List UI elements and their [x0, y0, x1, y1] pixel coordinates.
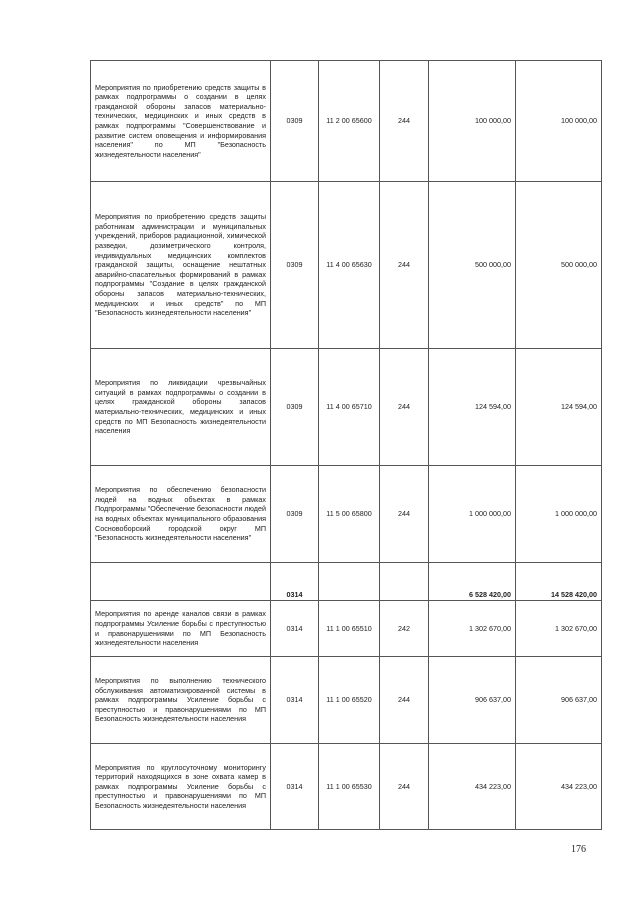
row-section-code: 0309 [271, 182, 319, 349]
row-amount-1: 500 000,00 [429, 182, 516, 349]
row-amount-2: 124 594,00 [516, 349, 602, 466]
row-amount-2: 906 637,00 [516, 657, 602, 744]
row-amount-1: 906 637,00 [429, 657, 516, 744]
row-description: Мероприятия по приобретению средств защиты в рамках подпрограммы о создании в целях гражданской обороны запасов материально-технических, медицинских и иных средств в рамках подпрограммы "Совершенствование и развитие систем оповещения и информирования населения" по МП "Безопасность жизнедеятельности населения" [91, 61, 271, 182]
row-expense-type [380, 563, 429, 601]
row-amount-1: 6 528 420,00 [429, 563, 516, 601]
page-number: 176 [571, 844, 586, 855]
row-amount-2: 1 302 670,00 [516, 601, 602, 657]
row-expense-type: 244 [380, 657, 429, 744]
row-section-code: 0314 [271, 744, 319, 830]
row-target-code: 11 1 00 65510 [319, 601, 380, 657]
budget-table [90, 60, 602, 830]
row-target-code: 11 1 00 65530 [319, 744, 380, 830]
row-section-code: 0309 [271, 349, 319, 466]
table-row [91, 657, 602, 744]
row-expense-type: 244 [380, 466, 429, 563]
row-section-code: 0309 [271, 61, 319, 182]
row-amount-2: 14 528 420,00 [516, 563, 602, 601]
row-amount-1: 100 000,00 [429, 61, 516, 182]
row-target-code: 11 4 00 65630 [319, 182, 380, 349]
row-expense-type: 244 [380, 182, 429, 349]
row-section-code: 0309 [271, 466, 319, 563]
row-target-code: 11 1 00 65520 [319, 657, 380, 744]
table-row [91, 61, 602, 182]
row-expense-type: 244 [380, 61, 429, 182]
row-amount-1: 434 223,00 [429, 744, 516, 830]
row-description: Мероприятия по ликвидации чрезвычайных ситуаций в рамках подпрограммы о создании в целях гражданской обороны запасов материально-технических, медицинских и иных средств по МП Безопасность жизнедеятельности населения [91, 349, 271, 466]
table-row [91, 744, 602, 830]
row-expense-type: 244 [380, 349, 429, 466]
row-amount-2: 434 223,00 [516, 744, 602, 830]
row-amount-1: 1 302 670,00 [429, 601, 516, 657]
row-amount-2: 1 000 000,00 [516, 466, 602, 563]
row-section-code: 0314 [271, 563, 319, 601]
table-row [91, 182, 602, 349]
row-target-code: 11 5 00 65800 [319, 466, 380, 563]
row-description: Мероприятия по выполнению технического обслуживания автоматизированной системы в рамках подпрограммы Усиление борьбы с преступностью и правонарушениями по МП Безопасность жизнедеятельности населения [91, 657, 271, 744]
row-target-code [319, 563, 380, 601]
row-description: Мероприятия по аренде каналов связи в рамках подпрограммы Усиление борьбы с преступностью и правонарушениями по МП Безопасность жизнедеятельности населения [91, 601, 271, 657]
subtotal-row [91, 563, 602, 601]
row-section-code: 0314 [271, 601, 319, 657]
row-expense-type: 242 [380, 601, 429, 657]
row-description: Мероприятия по круглосуточному мониторингу территорий находящихся в зоне охвата камер в рамках подпрограммы Усиление борьбы с преступностью и правонарушениями по МП Безопасность жизнедеятельности населения [91, 744, 271, 830]
row-amount-2: 100 000,00 [516, 61, 602, 182]
row-expense-type: 244 [380, 744, 429, 830]
row-section-code: 0314 [271, 657, 319, 744]
row-description: Мероприятия по приобретению средств защиты работникам администрации и муниципальных учреждений, приборов радиационной, химической разведки, дозиметрического контроля, индивидуальных медицинских комплектов гражданской защиты, оснащение нештатных аварийно-спасательных формирований в рамках подпрограммы "Создание в целях гражданской обороны запасов материально-технических, медицинских и иных средств" по МП "Безопасность жизнедеятельности населения" [91, 182, 271, 349]
table-row [91, 349, 602, 466]
row-target-code: 11 4 00 65710 [319, 349, 380, 466]
row-description: Мероприятия по обеспечению безопасности людей на водных объектах в рамках Подпрограммы "Обеспечение безопасности людей на водных объектах муниципального образования Сосновоборский городской округ МП "Безопасность жизнедеятельности населения" [91, 466, 271, 563]
table-row [91, 466, 602, 563]
row-amount-1: 1 000 000,00 [429, 466, 516, 563]
row-amount-1: 124 594,00 [429, 349, 516, 466]
table-row [91, 601, 602, 657]
row-description [91, 563, 271, 601]
row-target-code: 11 2 00 65600 [319, 61, 380, 182]
row-amount-2: 500 000,00 [516, 182, 602, 349]
